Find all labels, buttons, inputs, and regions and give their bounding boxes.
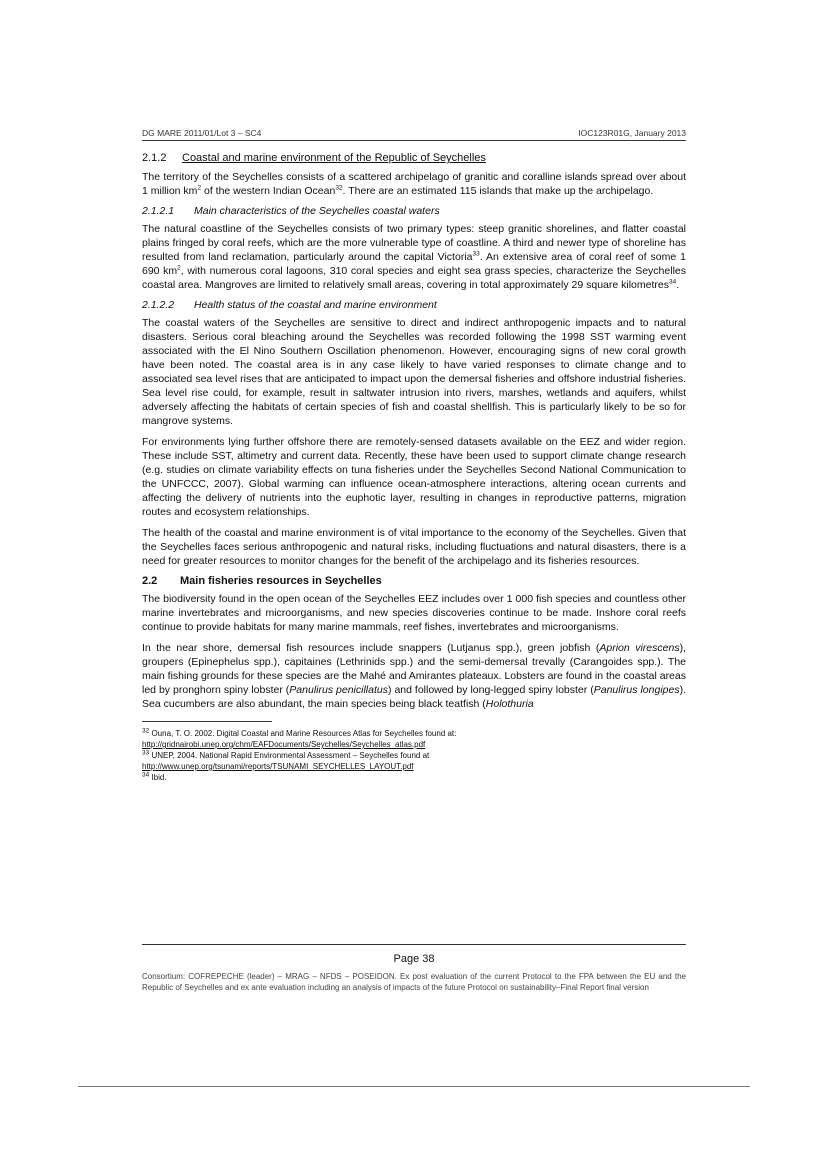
paragraph: The biodiversity found in the open ocean of the Seychelles EEZ includes over 1 000 fish species and countless other marine invertebrates and microorganisms, and new species discoveries continue to be made. Inshore coral reefs continue to provide habitats for many marine mammals, reef fishes, invertebrates and microorganisms. <box>142 593 686 633</box>
paragraph: The territory of the Seychelles consists of a scattered archipelago of granitic and coralline islands spread over about 1 million $km^2$ of the western Indian Ocean$^{32}$. There are an estimated 115 islands that make up the archipelago. <box>142 171 686 197</box>
header-left: DG MARE 2011/01/Lot 3 – SC4 <box>142 128 262 138</box>
paragraph: For environments lying further offshore there are remotely-sensed datasets available on the EEZ and wider region. These include SST, altimetry and current data. Recently, these have been used to support climate change research (e.g. studies on climate variability effects on tuna fisheries under the Seychelles Second National Communication to the UNFCCC, 2007). Global warming can influence ocean-atmosphere interactions, altering ocean currents and affecting the delivery of nutrients into the euphotic layer, resulting in changes in reproductive patterns, migration routes and ecosystem relationships. <box>142 436 686 518</box>
footnote-33-link[interactable]: http://www.unep.org/tsunami/reports/TSUNAMI_SEYCHELLES_LAYOUT.pdf <box>142 762 414 771</box>
paragraph: The health of the coastal and marine environment is of vital importance to the economy of the Seychelles. Given that the Seychelles faces serious anthropogenic and natural risks, including fluctuations and natural disasters, there is a need for greater resources to monitor changes for the benefit of the archipelago and its fisheries resources. <box>142 527 686 567</box>
section-number: 2.1.2 <box>142 152 167 164</box>
page-number: Page 38 <box>393 953 435 965</box>
header-right: IOC123R01G, January 2013 <box>578 128 686 138</box>
paragraph: In the near shore, demersal fish resources include snappers (Lutjanus spp.), green jobfish (Aprion virescens), groupers (Epinephelus spp.), capitaines (Lethrinids spp.) and the semi-demersal trevally (Carangoides spp.). The main fishing grounds for these species are the Mahé and Amirantes plateaux. Lobsters are found in the coastal areas led by pronghorn spiny lobster (Panulirus penicillatus) and followed by long-legged spiny lobster (Panulirus longipes). Sea cucumbers are also abundant, the main species being black teatfish (Holothuria <box>142 642 687 710</box>
footnote-32-link[interactable]: http://gridnairobi.unep.org/chm/EAFDocuments/Seychelles/Seychelles_atlas.pdf <box>142 740 426 749</box>
subsection-heading-2-1-2-1 <box>142 205 686 217</box>
footnote-divider <box>142 721 272 722</box>
paragraph: The natural coastline of the Seychelles consists of two primary types: steep granitic shorelines, and flatter coastal plains fringed by coral reefs, which are the more vulnerable type of coastline. A third and newer type of shoreline has resulted from land reclamation, particularly around the capital Victoria$^{33}$. An extensive area of coral reef of some 1 690 $km^2$, with numerous coral lagoons, 310 coral species and eight sea grass species, characterize the Seychelles coastal area. Mangroves are limited to relatively small areas, covering in total approximately 29 square kilometres$^{34}$. <box>142 223 686 291</box>
footnote-33: $^{33}$ UNEP, 2004. National Rapid Environmental Assessment – Seychelles found at <box>142 749 430 760</box>
page-bottom-divider <box>78 1086 750 1087</box>
footnote-ref[interactable]: 32 <box>335 184 343 192</box>
consortium-note: Consortium: COFREPECHE (leader) – MRAG – NFDS – POSEIDON. Ex post evaluation of the current Protocol to the FPA between the EU and the Republic of Seychelles and ex ante evaluation including an analysis of impacts of the future Protocol on sustainability–Final Report final version <box>142 972 686 992</box>
section-heading-2-2 <box>142 575 686 587</box>
footnote-ref[interactable]: 34 <box>669 278 677 286</box>
subsection-title: Health status of the coastal and marine environment <box>194 299 437 311</box>
section-title: Main fisheries resources in Seychelles <box>180 575 382 587</box>
paragraph: The coastal waters of the Seychelles are sensitive to direct and indirect anthropogenic impacts and to natural disasters. Serious coral bleaching around the Seychelles was recorded following the 1998 SST warming event associated with the El Nino Southern Oscillation phenomenon. However, encouraging signs of new coral growth have been noted. The coastal area is in any case likely to have varied responses to climate change and to associated sea level rises that are anticipated to impact upon the demersal fisheries and offshore industrial fisheries. Sea level rise could, for example, result in saltwater intrusion into rivers, marshes, wetlands and aquifers, whilst adversely affecting the habitats of certain species of fish and coastal shellfish. This is particularly likely to be so for mangrove systems. <box>142 317 686 427</box>
footnote-ref[interactable]: 33 <box>472 250 480 258</box>
page-footer <box>142 944 686 993</box>
subsection-number: 2.1.2.2 <box>142 299 175 311</box>
main-content <box>142 150 686 783</box>
section-heading-2-1-2 <box>142 152 686 164</box>
section-number: 2.2 <box>142 575 158 587</box>
footnote-32: $^{32}$ Ouna, T. O. 2002. Digital Coastal and Marine Resources Atlas for Seychelles found at: <box>142 727 457 738</box>
subsection-number: 2.1.2.1 <box>142 205 175 217</box>
section-title: Coastal and marine environment of the Republic of Seychelles <box>182 152 486 164</box>
subsection-heading-2-1-2-2 <box>142 299 686 311</box>
subsection-title: Main characteristics of the Seychelles coastal waters <box>194 205 440 217</box>
footnote-34: $^{34}$ Ibid. <box>142 771 167 782</box>
running-header <box>142 128 686 141</box>
